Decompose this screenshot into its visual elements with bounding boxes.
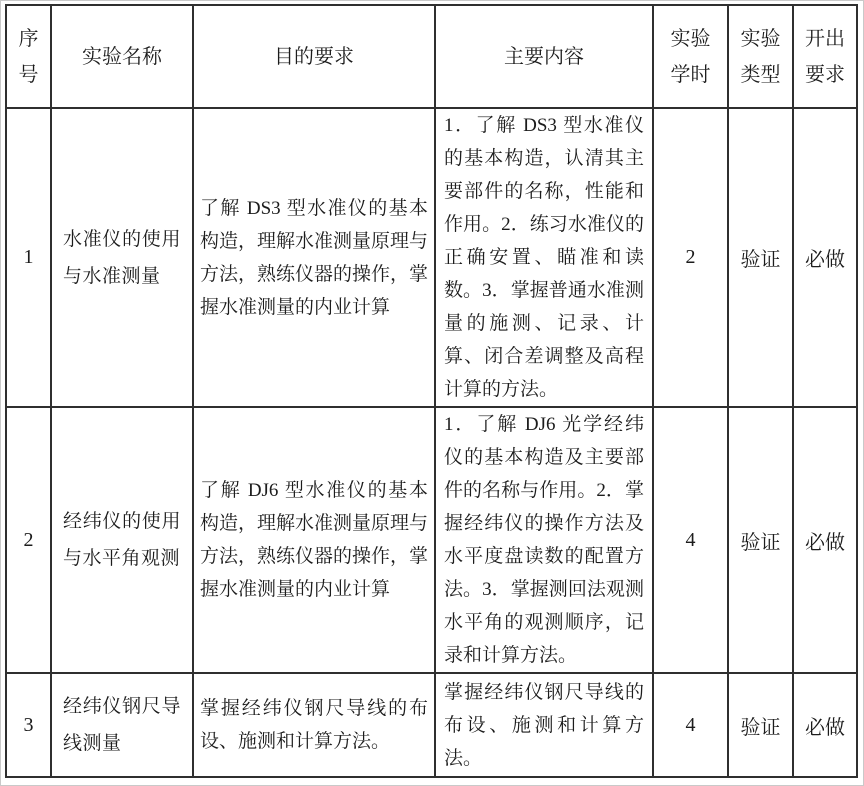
table-header-row (6, 5, 857, 108)
col-header-experiment-hours: 实验学时 (653, 5, 728, 108)
requirement-cell: 必做 (793, 673, 857, 777)
serial-no-cell: 2 (6, 407, 51, 673)
purpose-cell: 了解 DJ6 型水准仪的基本构造，理解水准测量原理与方法，熟练仪器的操作，掌握水准测量的内业计算 (193, 407, 435, 673)
hours-cell: 2 (653, 108, 728, 407)
col-header-purpose-requirements: 目的要求 (193, 5, 435, 108)
hours-cell: 4 (653, 407, 728, 673)
hours-cell: 4 (653, 673, 728, 777)
col-header-experiment-type: 实验类型 (728, 5, 793, 108)
col-header-experiment-name: 实验名称 (51, 5, 193, 108)
main-content-cell: 1．了解 DJ6 光学经纬仪的基本构造及主要部件的名称与作用。2．掌握经纬仪的操作方法及水平度盘读数的配置方法。3．掌握测回法观测水平角的观测顺序，记录和计算方法。 (435, 407, 653, 673)
purpose-cell: 了解 DS3 型水准仪的基本构造，理解水准测量原理与方法，熟练仪器的操作，掌握水准测量的内业计算 (193, 108, 435, 407)
type-cell: 验证 (728, 108, 793, 407)
requirement-cell: 必做 (793, 407, 857, 673)
purpose-cell: 掌握经纬仪钢尺导线的布设、施测和计算方法。 (193, 673, 435, 777)
main-content-cell: 1．了解 DS3 型水准仪的基本构造，认清其主要部件的名称，性能和作用。2．练习水准仪的正确安置、瞄准和读数。3．掌握普通水准测量的施测、记录、计算、闭合差调整及高程计算的方法。 (435, 108, 653, 407)
experiment-name-cell: 经纬仪的使用与水平角观测 (51, 407, 193, 673)
type-cell: 验证 (728, 673, 793, 777)
type-cell: 验证 (728, 407, 793, 673)
experiment-name-cell: 水准仪的使用与水准测量 (51, 108, 193, 407)
col-header-serial-no: 序号 (6, 5, 51, 108)
table-row (6, 108, 857, 407)
table-row (6, 673, 857, 777)
experiments-table (5, 4, 858, 778)
serial-no-cell: 3 (6, 673, 51, 777)
experiment-name-cell: 经纬仪钢尺导线测量 (51, 673, 193, 777)
requirement-cell: 必做 (793, 108, 857, 407)
main-content-cell: 掌握经纬仪钢尺导线的布设、施测和计算方法。 (435, 673, 653, 777)
serial-no-cell: 1 (6, 108, 51, 407)
table-row (6, 407, 857, 673)
col-header-main-content: 主要内容 (435, 5, 653, 108)
col-header-offering-requirement: 开出要求 (793, 5, 857, 108)
